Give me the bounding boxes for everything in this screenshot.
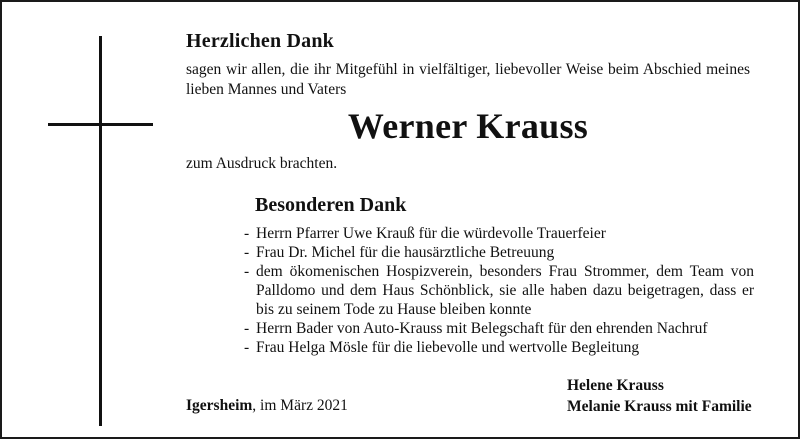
signature-name: Helene Krauss bbox=[567, 377, 664, 394]
list-item bbox=[244, 224, 754, 243]
dash-bullet: - bbox=[244, 244, 250, 261]
special-thanks-list bbox=[244, 224, 754, 357]
list-item-text: Herrn Pfarrer Uwe Krauß für die würdevolle Trauerfeier bbox=[256, 225, 606, 242]
list-item-text: dem ökomenischen Hospizverein, besonders Frau Strommer, dem Team von Palldomo und dem Haus Schönblick, sie alle haben dazu beigetragen, dass er bis zu seinem Tode zu Hause bleiben konnte bbox=[256, 263, 754, 318]
thanks-heading: Herzlichen Dank bbox=[186, 30, 334, 52]
date-text: , im März 2021 bbox=[252, 397, 348, 414]
place-and-date bbox=[186, 397, 348, 415]
dash-bullet: - bbox=[244, 320, 250, 337]
closing-text: zum Ausdruck brachten. bbox=[186, 155, 338, 172]
list-item bbox=[244, 319, 754, 338]
list-item bbox=[244, 243, 754, 262]
list-item bbox=[244, 338, 754, 357]
cross-vertical-bar bbox=[99, 36, 102, 426]
list-item-text: Frau Helga Mösle für die liebevolle und wertvolle Begleitung bbox=[256, 339, 640, 356]
list-item bbox=[244, 262, 754, 319]
list-item-text: Frau Dr. Michel für die hausärztliche Betreuung bbox=[256, 244, 555, 261]
cross-horizontal-bar bbox=[48, 123, 153, 126]
place-name: Igersheim bbox=[186, 397, 253, 414]
dash-bullet: - bbox=[244, 263, 250, 280]
dash-bullet: - bbox=[244, 339, 250, 356]
dash-bullet: - bbox=[244, 225, 250, 242]
signature-name: Melanie Krauss mit Familie bbox=[567, 398, 752, 415]
intro-text: sagen wir allen, die ihr Mitgefühl in vielfältiger, liebevoller Weise beim Abschied meines lieben Mannes und Vaters bbox=[186, 61, 750, 98]
list-item-text: Herrn Bader von Auto-Krauss mit Belegschaft für den ehrenden Nachruf bbox=[256, 320, 708, 337]
special-thanks-heading: Besonderen Dank bbox=[255, 194, 407, 216]
signature-block bbox=[567, 375, 752, 417]
deceased-name: Werner Krauss bbox=[347, 106, 589, 146]
